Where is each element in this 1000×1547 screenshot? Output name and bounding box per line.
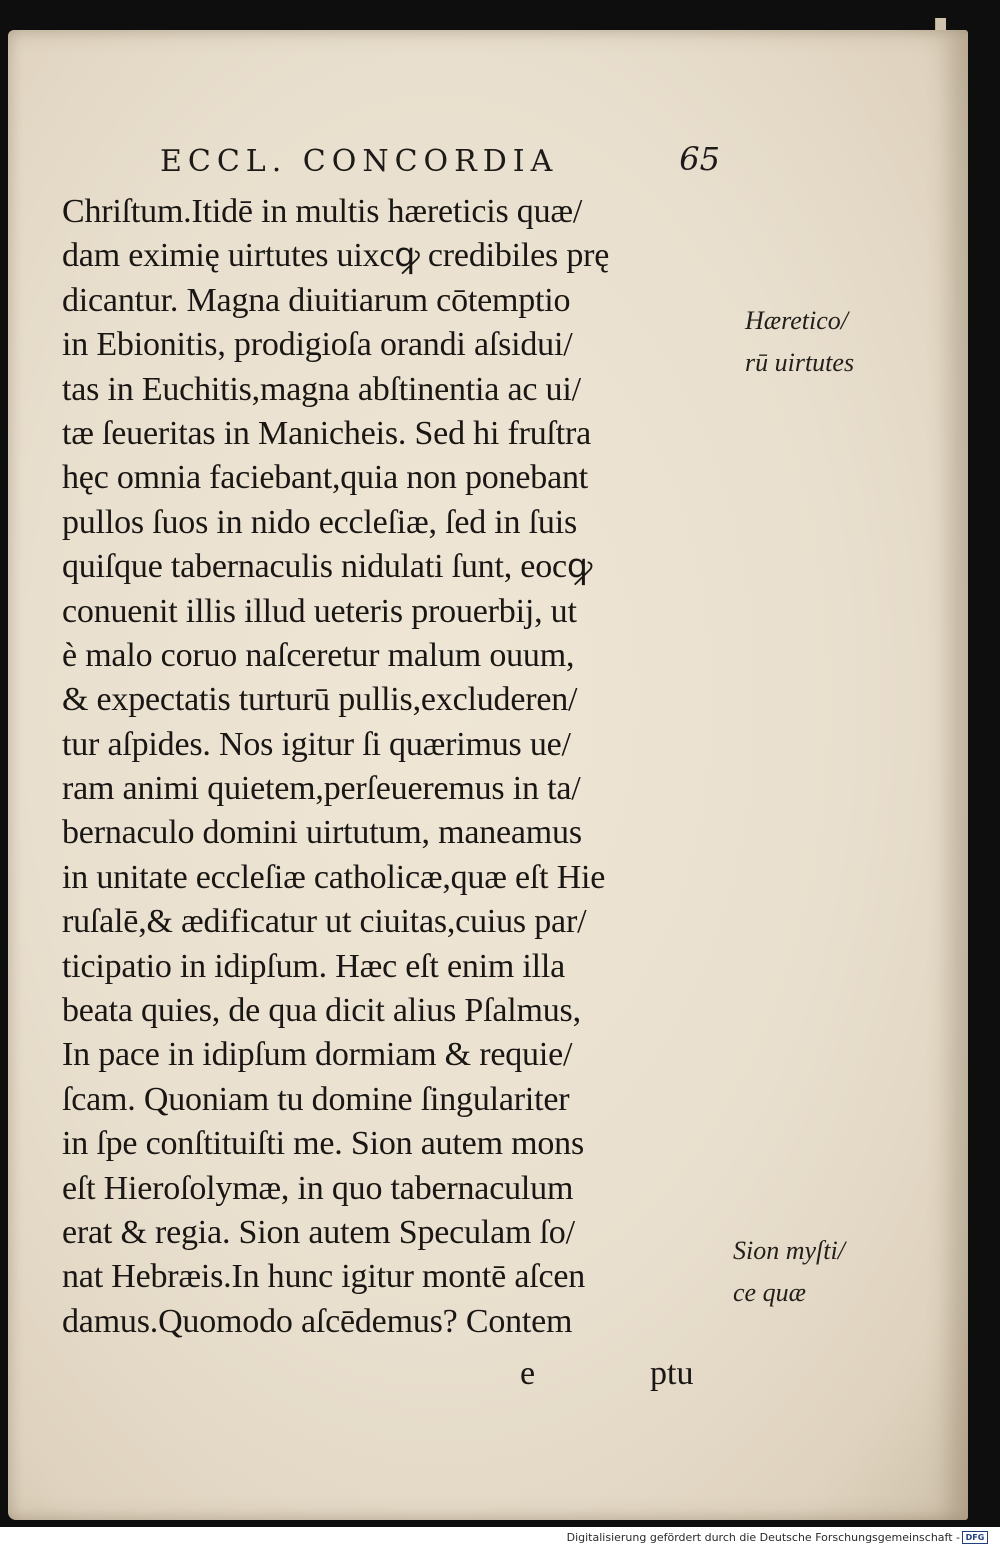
text-line: nat Hebræis.In hunc igitur montē aſcen bbox=[62, 1258, 586, 1296]
running-title: ECCL. CONCORDIA bbox=[160, 144, 559, 179]
text-line: beata quies, de qua dicit alius Pſalmus, bbox=[62, 992, 581, 1030]
text-line: dam eximię uirtutes uixcꝙ credibiles prę bbox=[62, 237, 610, 275]
marginal-note-heretics bbox=[745, 300, 854, 384]
footer-bar bbox=[0, 1527, 1000, 1547]
text-line: quiſque tabernaculis nidulati ſunt, eocꝙ bbox=[62, 548, 593, 586]
body-text bbox=[62, 190, 732, 1344]
funding-credit: Digitalisierung gefördert durch die Deutsche Forschungsgemeinschaft - bbox=[566, 1531, 960, 1544]
signature-mark: e bbox=[520, 1355, 536, 1392]
marginal-note-line: Sion myſti/ bbox=[733, 1236, 845, 1265]
text-line: in Ebionitis, prodigioſa orandi aſsidui/ bbox=[62, 326, 573, 364]
text-line: erat & regia. Sion autem Speculam ſo/ bbox=[62, 1213, 575, 1251]
text-line: in ſpe conſtituiſti me. Sion autem mons bbox=[62, 1125, 584, 1163]
text-line: Chriſtum.Itidē in multis hæreticis quæ/ bbox=[62, 193, 583, 230]
marginal-note-line: rū uirtutes bbox=[745, 348, 855, 377]
text-line: ſcam. Quoniam tu domine ſingulariter bbox=[62, 1080, 570, 1118]
text-line: In pace in idipſum dormiam & requie/ bbox=[62, 1036, 573, 1074]
text-line: ruſalē,& ædificatur ut ciuitas,cuius par/ bbox=[62, 903, 587, 941]
page-header bbox=[160, 140, 720, 184]
text-line: pullos ſuos in nido eccleſiæ, ſed in ſuis bbox=[62, 503, 577, 541]
text-line: dicantur. Magna diuitiarum cōtemptio bbox=[62, 281, 571, 319]
catchwords bbox=[520, 1355, 720, 1399]
marginal-note-line: ce quæ bbox=[733, 1278, 806, 1307]
marginal-note-line: Hæretico/ bbox=[745, 306, 849, 335]
text-line: ticipatio in idipſum. Hæc eſt enim illa bbox=[62, 947, 566, 985]
page-number: 65 bbox=[679, 140, 720, 178]
text-line: eſt Hieroſolymæ, in quo tabernaculum bbox=[62, 1169, 574, 1207]
dfg-logo: DFG bbox=[962, 1531, 988, 1544]
text-line: conuenit illis illud ueteris prouerbij, ut bbox=[62, 592, 577, 630]
text-line: tæ ſeueritas in Manicheis. Sed hi fruſtra bbox=[62, 414, 592, 452]
text-line: tas in Euchitis,magna abſtinentia ac ui/ bbox=[62, 370, 581, 408]
text-line: tur aſpides. Nos igitur ſi quærimus ue/ bbox=[62, 725, 571, 763]
marginal-note-sion bbox=[733, 1230, 845, 1314]
text-line: ram animi quietem,perſeueremus in ta/ bbox=[62, 770, 581, 808]
text-line: è malo coruo naſceretur malum ouum, bbox=[62, 636, 575, 674]
text-line: hęc omnia faciebant,quia non ponebant bbox=[62, 459, 589, 497]
text-line: damus.Quomodo aſcēdemus? Contem bbox=[62, 1302, 573, 1340]
text-line: & expectatis turturū pullis,excluderen/ bbox=[62, 681, 578, 719]
text-line: bernaculo domini uirtutum, maneamus bbox=[62, 814, 582, 852]
catchword: ptu bbox=[650, 1355, 694, 1392]
text-line: in unitate eccleſiæ catholicæ,quæ eſt Hie bbox=[62, 858, 606, 896]
